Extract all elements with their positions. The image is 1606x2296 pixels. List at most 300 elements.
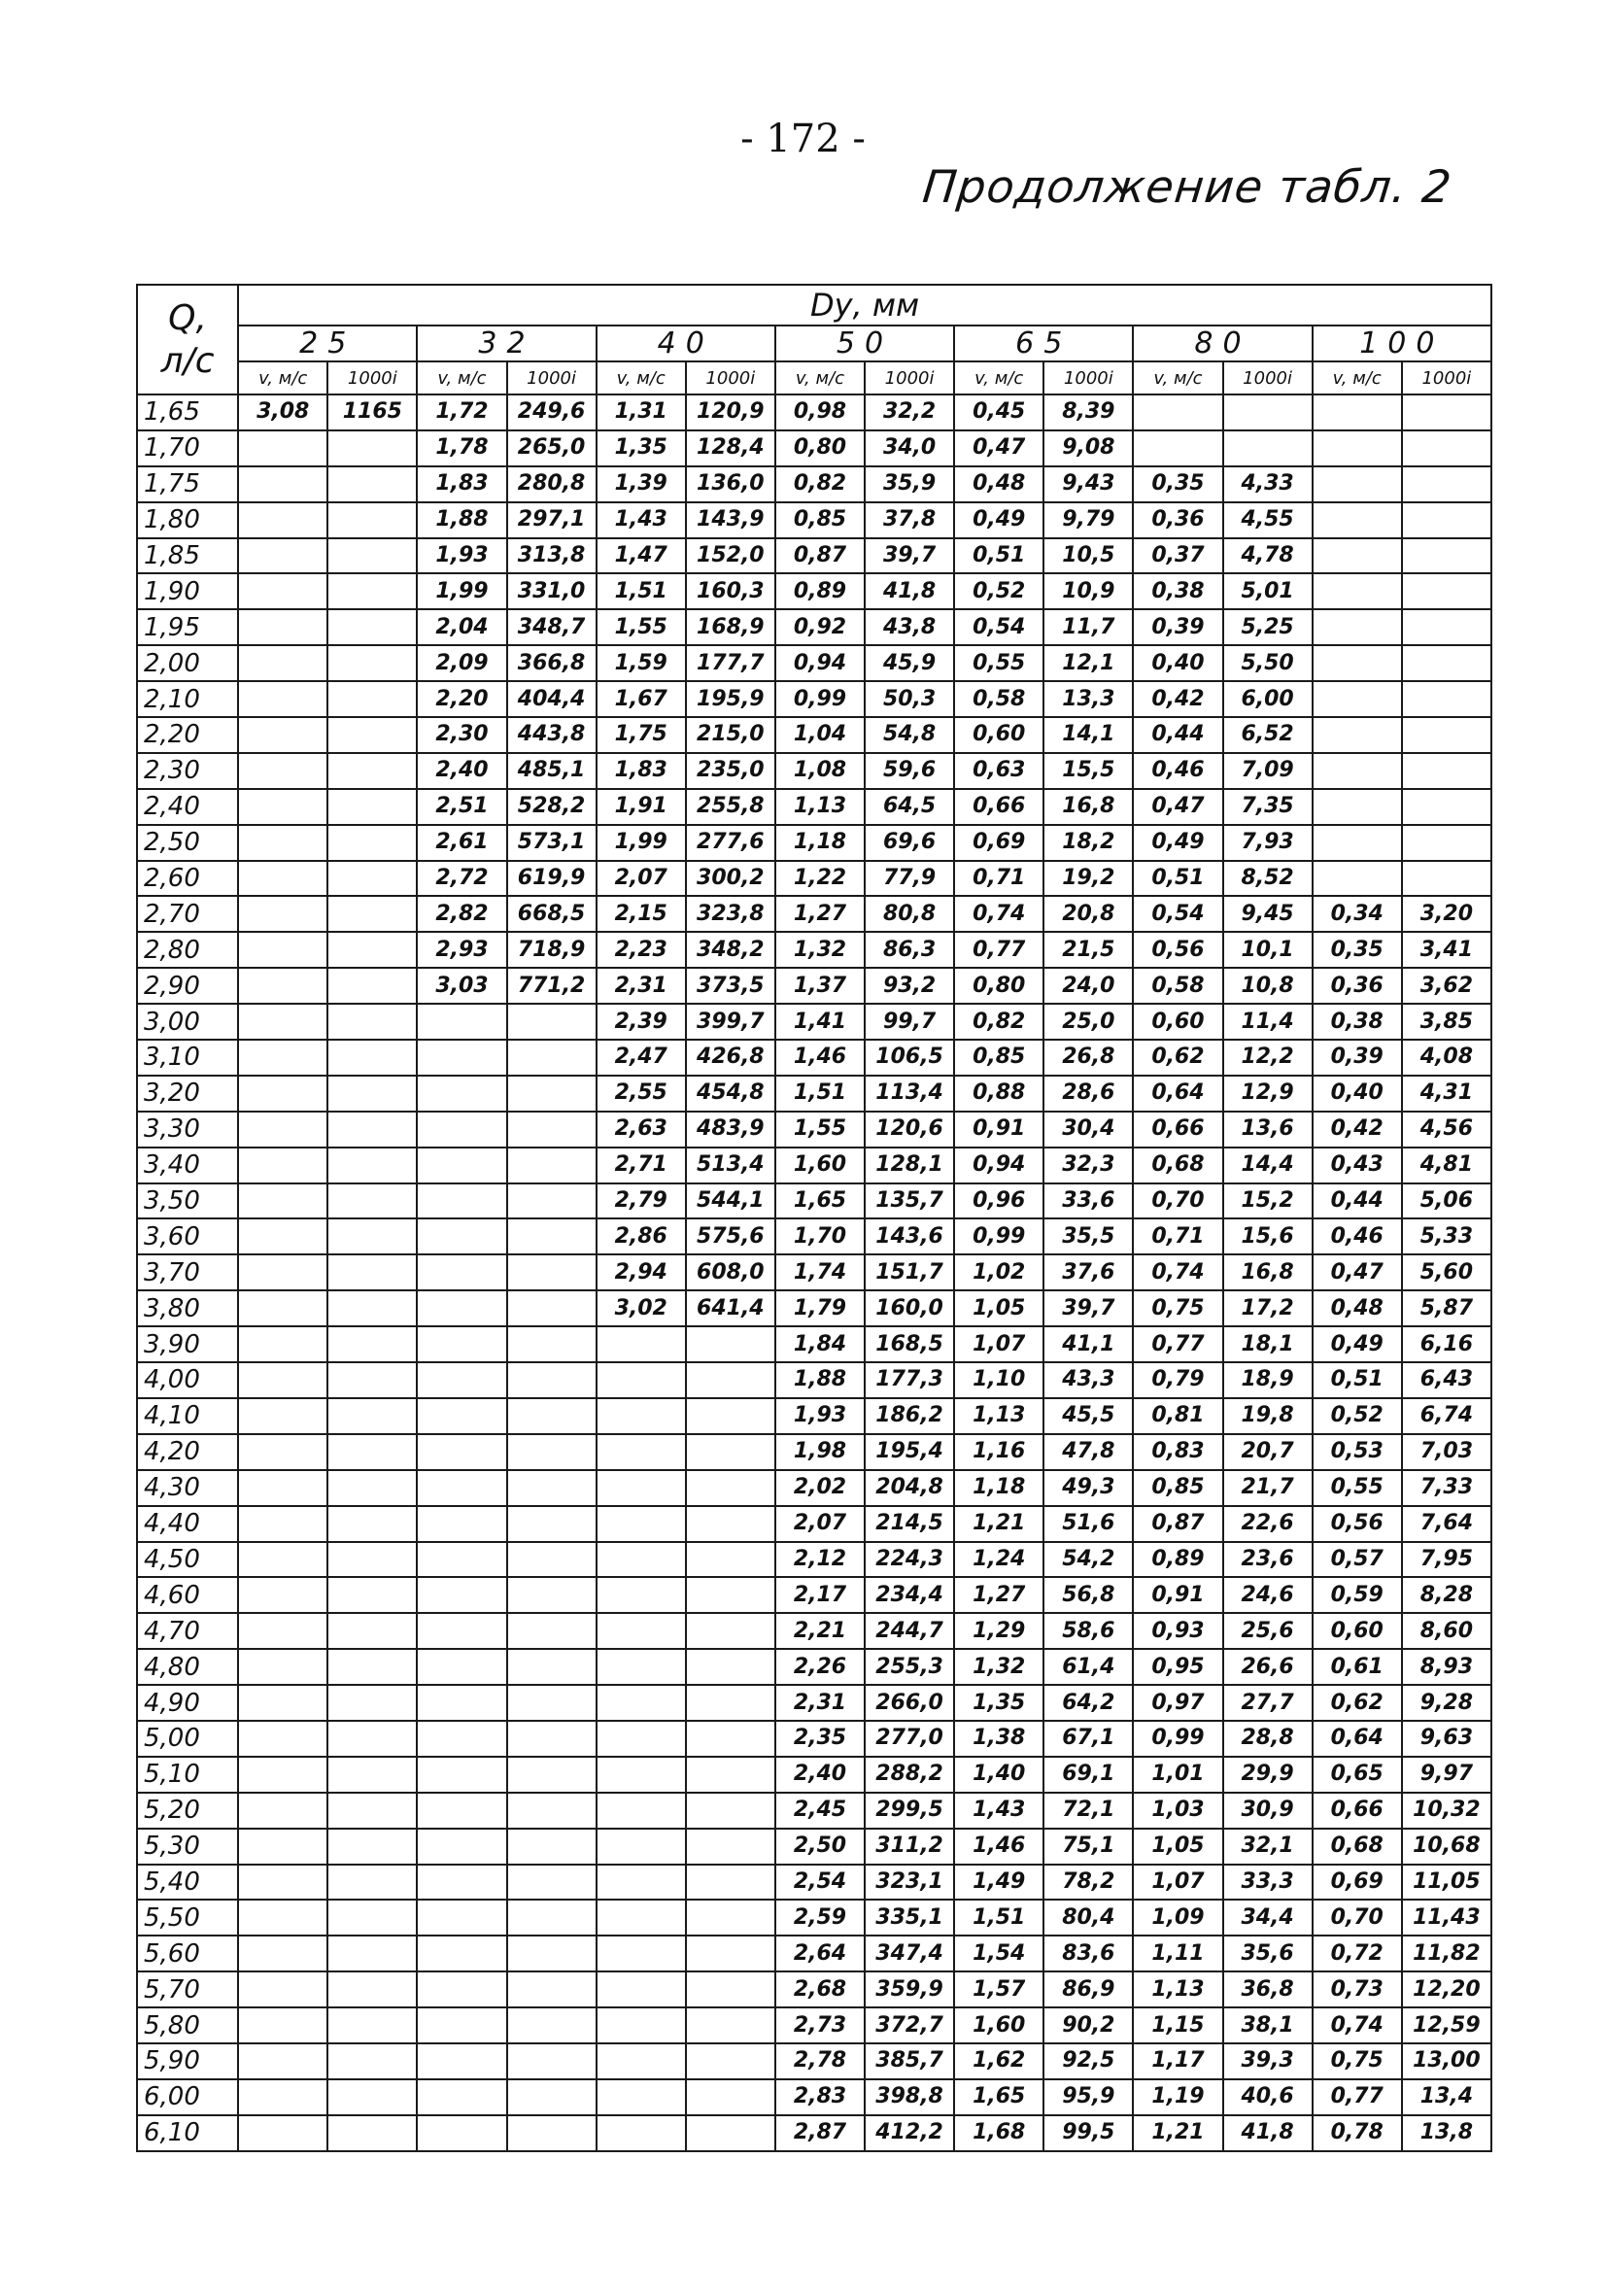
headloss-cell	[507, 1112, 597, 1148]
headloss-cell: 120,6	[865, 1112, 954, 1148]
velocity-cell	[238, 1004, 327, 1040]
headloss-cell	[686, 1542, 775, 1578]
headloss-cell	[327, 1470, 417, 1506]
velocity-cell: 3,03	[417, 968, 506, 1004]
velocity-cell: 1,35	[597, 430, 686, 466]
table-row	[137, 1148, 1491, 1183]
velocity-cell: 1,59	[597, 645, 686, 681]
velocity-cell	[1313, 789, 1402, 825]
headloss-cell: 6,16	[1402, 1326, 1491, 1362]
headloss-cell: 6,52	[1223, 717, 1313, 753]
velocity-cell: 0,85	[1133, 1470, 1222, 1506]
velocity-cell: 0,38	[1313, 1004, 1402, 1040]
velocity-cell	[1313, 430, 1402, 466]
headloss-cell: 25,0	[1043, 1004, 1133, 1040]
headloss-subheader: 1000i	[865, 361, 954, 394]
headloss-cell: 7,95	[1402, 1542, 1491, 1578]
headloss-cell: 10,9	[1043, 573, 1133, 609]
velocity-cell	[238, 466, 327, 502]
table-row	[137, 1398, 1491, 1434]
headloss-cell	[327, 1757, 417, 1793]
velocity-cell: 0,64	[1313, 1721, 1402, 1757]
velocity-cell: 0,77	[1133, 1326, 1222, 1362]
headloss-cell	[327, 717, 417, 753]
headloss-cell	[327, 2007, 417, 2043]
flow-rate-cell: 4,90	[137, 1685, 238, 1721]
table-row	[137, 717, 1491, 753]
flow-rate-cell: 2,90	[137, 968, 238, 1004]
headloss-cell	[327, 932, 417, 968]
velocity-cell	[417, 2115, 506, 2151]
flow-rate-cell: 3,30	[137, 1112, 238, 1148]
headloss-cell: 106,5	[865, 1040, 954, 1076]
headloss-cell: 35,6	[1223, 1936, 1313, 1971]
velocity-cell	[238, 825, 327, 861]
headloss-cell: 40,6	[1223, 2079, 1313, 2115]
headloss-cell	[327, 1326, 417, 1362]
table-row	[137, 1218, 1491, 1254]
velocity-cell: 1,39	[597, 466, 686, 502]
headloss-cell: 143,9	[686, 502, 775, 538]
velocity-cell: 0,70	[1313, 1900, 1402, 1936]
velocity-cell	[597, 1542, 686, 1578]
velocity-subheader: v, м/с	[1133, 361, 1222, 394]
table-row	[137, 1040, 1491, 1076]
headloss-cell: 18,1	[1223, 1326, 1313, 1362]
headloss-cell: 177,3	[865, 1362, 954, 1398]
headloss-cell	[686, 1649, 775, 1685]
velocity-cell: 0,87	[775, 538, 865, 574]
headloss-cell	[686, 1434, 775, 1470]
velocity-cell: 0,49	[1313, 1326, 1402, 1362]
headloss-cell: 67,1	[1043, 1721, 1133, 1757]
headloss-cell	[686, 1757, 775, 1793]
headloss-cell: 41,1	[1043, 1326, 1133, 1362]
velocity-cell: 1,98	[775, 1434, 865, 1470]
headloss-cell: 17,2	[1223, 1290, 1313, 1326]
table-row	[137, 609, 1491, 645]
velocity-cell	[597, 1757, 686, 1793]
velocity-cell: 0,52	[954, 573, 1043, 609]
headloss-subheader: 1000i	[507, 361, 597, 394]
headloss-cell	[507, 1900, 597, 1936]
flow-rate-cell: 5,50	[137, 1900, 238, 1936]
velocity-cell: 1,21	[1133, 2115, 1222, 2151]
table-row	[137, 825, 1491, 861]
flow-rate-cell: 2,60	[137, 861, 238, 897]
velocity-cell: 0,93	[1133, 1613, 1222, 1649]
velocity-cell	[238, 1793, 327, 1829]
flow-rate-cell: 5,10	[137, 1757, 238, 1793]
headloss-cell	[1402, 394, 1491, 430]
headloss-cell	[327, 896, 417, 932]
flow-rate-cell: 3,00	[137, 1004, 238, 1040]
headloss-cell: 83,6	[1043, 1936, 1133, 1971]
velocity-cell	[238, 861, 327, 897]
headloss-cell: 54,2	[1043, 1542, 1133, 1578]
velocity-cell: 1,47	[597, 538, 686, 574]
velocity-cell: 0,74	[1313, 2007, 1402, 2043]
velocity-cell	[238, 1148, 327, 1183]
headloss-cell: 120,9	[686, 394, 775, 430]
velocity-cell: 1,17	[1133, 2043, 1222, 2079]
velocity-cell: 1,03	[1133, 1793, 1222, 1829]
headloss-cell: 58,6	[1043, 1613, 1133, 1649]
velocity-cell	[238, 1506, 327, 1542]
headloss-cell	[686, 2043, 775, 2079]
headloss-cell: 99,5	[1043, 2115, 1133, 2151]
headloss-cell: 385,7	[865, 2043, 954, 2079]
velocity-cell	[417, 1183, 506, 1219]
headloss-cell	[507, 1506, 597, 1542]
headloss-cell	[507, 1721, 597, 1757]
velocity-cell: 2,72	[417, 861, 506, 897]
velocity-cell: 1,29	[954, 1613, 1043, 1649]
headloss-cell	[327, 861, 417, 897]
velocity-cell: 0,72	[1313, 1936, 1402, 1971]
velocity-cell	[238, 2043, 327, 2079]
headloss-cell: 311,2	[865, 1829, 954, 1865]
headloss-cell	[327, 825, 417, 861]
table-row	[137, 1362, 1491, 1398]
velocity-cell	[238, 932, 327, 968]
velocity-cell	[597, 1577, 686, 1613]
velocity-cell: 0,89	[1133, 1542, 1222, 1578]
headloss-cell	[686, 1506, 775, 1542]
headloss-cell	[507, 1542, 597, 1578]
velocity-cell: 2,12	[775, 1542, 865, 1578]
velocity-cell: 2,26	[775, 1649, 865, 1685]
velocity-cell: 1,13	[954, 1398, 1043, 1434]
headloss-cell: 15,2	[1223, 1183, 1313, 1219]
headloss-cell: 45,9	[865, 645, 954, 681]
velocity-cell: 0,43	[1313, 1148, 1402, 1183]
headloss-cell	[327, 1936, 417, 1971]
velocity-cell	[597, 2079, 686, 2115]
headloss-cell: 11,4	[1223, 1004, 1313, 1040]
velocity-cell: 0,75	[1313, 2043, 1402, 2079]
velocity-cell: 0,37	[1133, 538, 1222, 574]
velocity-cell: 0,47	[954, 430, 1043, 466]
headloss-cell: 5,33	[1402, 1218, 1491, 1254]
headloss-cell: 21,7	[1223, 1470, 1313, 1506]
headloss-cell	[507, 1685, 597, 1721]
headloss-cell: 8,52	[1223, 861, 1313, 897]
headloss-cell: 186,2	[865, 1398, 954, 1434]
velocity-cell: 1,13	[775, 789, 865, 825]
velocity-cell: 1,15	[1133, 2007, 1222, 2043]
velocity-cell: 2,82	[417, 896, 506, 932]
velocity-cell: 0,46	[1133, 753, 1222, 789]
headloss-cell: 12,20	[1402, 1971, 1491, 2007]
headloss-cell: 3,62	[1402, 968, 1491, 1004]
headloss-cell: 323,1	[865, 1865, 954, 1901]
headloss-cell: 454,8	[686, 1076, 775, 1112]
velocity-cell: 0,77	[954, 932, 1043, 968]
velocity-cell: 0,82	[954, 1004, 1043, 1040]
table-row	[137, 1542, 1491, 1578]
headloss-subheader: 1000i	[327, 361, 417, 394]
headloss-cell	[686, 1613, 775, 1649]
table-row	[137, 1470, 1491, 1506]
velocity-cell: 1,18	[954, 1470, 1043, 1506]
headloss-cell	[507, 2079, 597, 2115]
flow-rate-cell: 3,40	[137, 1148, 238, 1183]
headloss-cell: 608,0	[686, 1254, 775, 1290]
headloss-cell: 265,0	[507, 430, 597, 466]
headloss-cell: 5,60	[1402, 1254, 1491, 1290]
velocity-cell: 0,36	[1313, 968, 1402, 1004]
velocity-subheader: v, м/с	[238, 361, 327, 394]
velocity-cell: 2,40	[775, 1757, 865, 1793]
velocity-cell: 2,45	[775, 1793, 865, 1829]
headloss-cell: 7,64	[1402, 1506, 1491, 1542]
flow-rate-cell: 5,90	[137, 2043, 238, 2079]
headloss-cell: 33,3	[1223, 1865, 1313, 1901]
headloss-cell: 12,1	[1043, 645, 1133, 681]
velocity-cell: 0,39	[1313, 1040, 1402, 1076]
headloss-cell: 38,1	[1223, 2007, 1313, 2043]
table-row	[137, 1865, 1491, 1901]
velocity-cell: 2,86	[597, 1218, 686, 1254]
headloss-cell: 528,2	[507, 789, 597, 825]
velocity-cell: 0,63	[954, 753, 1043, 789]
headloss-cell: 59,6	[865, 753, 954, 789]
headloss-cell: 152,0	[686, 538, 775, 574]
headloss-cell: 12,59	[1402, 2007, 1491, 2043]
velocity-cell: 0,94	[775, 645, 865, 681]
headloss-cell: 32,1	[1223, 1829, 1313, 1865]
velocity-cell: 1,41	[775, 1004, 865, 1040]
velocity-cell	[238, 1900, 327, 1936]
velocity-cell: 0,75	[1133, 1290, 1222, 1326]
headloss-cell: 20,8	[1043, 896, 1133, 932]
velocity-cell	[238, 1971, 327, 2007]
headloss-cell: 64,2	[1043, 1685, 1133, 1721]
velocity-cell	[417, 1936, 506, 1971]
velocity-cell: 1,38	[954, 1721, 1043, 1757]
velocity-cell	[417, 1829, 506, 1865]
headloss-cell	[327, 1362, 417, 1398]
headloss-cell: 9,79	[1043, 502, 1133, 538]
headloss-cell: 366,8	[507, 645, 597, 681]
velocity-cell	[417, 1685, 506, 1721]
velocity-cell	[238, 717, 327, 753]
velocity-cell: 0,56	[1313, 1506, 1402, 1542]
velocity-cell	[238, 1076, 327, 1112]
velocity-cell: 1,46	[775, 1040, 865, 1076]
velocity-cell: 0,80	[954, 968, 1043, 1004]
velocity-cell: 2,87	[775, 2115, 865, 2151]
velocity-cell: 0,45	[954, 394, 1043, 430]
headloss-cell	[327, 968, 417, 1004]
headloss-cell: 668,5	[507, 896, 597, 932]
headloss-cell: 35,9	[865, 466, 954, 502]
diameter-header: 32	[417, 326, 596, 361]
velocity-cell: 1,79	[775, 1290, 865, 1326]
velocity-cell	[597, 1362, 686, 1398]
table-row	[137, 1183, 1491, 1219]
velocity-cell	[238, 789, 327, 825]
flow-rate-cell: 2,30	[137, 753, 238, 789]
headloss-cell	[507, 1362, 597, 1398]
headloss-cell: 10,5	[1043, 538, 1133, 574]
velocity-cell	[1313, 645, 1402, 681]
headloss-cell: 483,9	[686, 1112, 775, 1148]
velocity-cell	[1313, 573, 1402, 609]
velocity-cell	[238, 1613, 327, 1649]
velocity-cell: 0,40	[1313, 1076, 1402, 1112]
headloss-cell	[507, 1470, 597, 1506]
diameter-header: 100	[1313, 326, 1491, 361]
headloss-cell: 4,31	[1402, 1076, 1491, 1112]
headloss-cell	[327, 1829, 417, 1865]
headloss-cell: 235,0	[686, 753, 775, 789]
velocity-cell: 2,31	[775, 1685, 865, 1721]
headloss-cell: 22,6	[1223, 1506, 1313, 1542]
velocity-cell: 2,09	[417, 645, 506, 681]
velocity-cell: 0,42	[1133, 681, 1222, 717]
flow-rate-cell: 1,80	[137, 502, 238, 538]
headloss-cell: 136,0	[686, 466, 775, 502]
flow-rate-cell: 4,20	[137, 1434, 238, 1470]
velocity-cell: 0,57	[1313, 1542, 1402, 1578]
headloss-cell: 195,4	[865, 1434, 954, 1470]
velocity-cell	[238, 1470, 327, 1506]
headloss-cell: 36,8	[1223, 1971, 1313, 2007]
table-row	[137, 2115, 1491, 2151]
velocity-cell: 2,02	[775, 1470, 865, 1506]
velocity-cell	[597, 1398, 686, 1434]
flow-rate-cell: 1,70	[137, 430, 238, 466]
velocity-cell	[238, 1183, 327, 1219]
velocity-cell	[238, 1112, 327, 1148]
headloss-cell: 11,43	[1402, 1900, 1491, 1936]
velocity-cell	[597, 1613, 686, 1649]
velocity-cell	[417, 1434, 506, 1470]
velocity-subheader: v, м/с	[597, 361, 686, 394]
velocity-cell: 2,54	[775, 1865, 865, 1901]
flow-rate-cell: 1,90	[137, 573, 238, 609]
velocity-cell	[238, 430, 327, 466]
headloss-cell: 19,8	[1223, 1398, 1313, 1434]
velocity-cell: 0,94	[954, 1148, 1043, 1183]
headloss-cell: 12,9	[1223, 1076, 1313, 1112]
headloss-cell: 39,7	[865, 538, 954, 574]
velocity-cell	[1313, 753, 1402, 789]
headloss-cell: 29,9	[1223, 1757, 1313, 1793]
table-row	[137, 1900, 1491, 1936]
headloss-cell: 75,1	[1043, 1829, 1133, 1865]
headloss-cell: 204,8	[865, 1470, 954, 1506]
headloss-cell: 45,5	[1043, 1398, 1133, 1434]
velocity-cell: 1,16	[954, 1434, 1043, 1470]
headloss-cell: 214,5	[865, 1506, 954, 1542]
velocity-cell: 2,78	[775, 2043, 865, 2079]
headloss-cell: 5,01	[1223, 573, 1313, 609]
headloss-cell	[507, 1254, 597, 1290]
velocity-cell: 1,09	[1133, 1900, 1222, 1936]
headloss-cell: 135,7	[865, 1183, 954, 1219]
headloss-cell: 412,2	[865, 2115, 954, 2151]
velocity-cell	[238, 1829, 327, 1865]
velocity-cell: 1,05	[1133, 1829, 1222, 1865]
headloss-cell: 26,8	[1043, 1040, 1133, 1076]
velocity-cell: 0,49	[954, 502, 1043, 538]
velocity-cell: 0,95	[1133, 1649, 1222, 1685]
velocity-cell	[238, 1936, 327, 1971]
headloss-cell: 9,63	[1402, 1721, 1491, 1757]
headloss-cell	[327, 538, 417, 574]
page-number: - 172 -	[740, 117, 866, 161]
headloss-cell: 80,4	[1043, 1900, 1133, 1936]
headloss-cell	[327, 1290, 417, 1326]
headloss-cell	[507, 2043, 597, 2079]
table-row	[137, 789, 1491, 825]
velocity-cell: 0,66	[1313, 1793, 1402, 1829]
headloss-cell: 10,32	[1402, 1793, 1491, 1829]
velocity-cell	[417, 1577, 506, 1613]
headloss-cell: 266,0	[865, 1685, 954, 1721]
table-row	[137, 1254, 1491, 1290]
velocity-cell: 1,70	[775, 1218, 865, 1254]
table-row	[137, 896, 1491, 932]
velocity-cell: 1,51	[954, 1900, 1043, 1936]
headloss-subheader: 1000i	[1043, 361, 1133, 394]
table-row	[137, 753, 1491, 789]
headloss-cell: 23,6	[1223, 1542, 1313, 1578]
headloss-cell: 41,8	[865, 573, 954, 609]
headloss-cell: 50,3	[865, 681, 954, 717]
velocity-cell: 2,39	[597, 1004, 686, 1040]
headloss-cell: 47,8	[1043, 1434, 1133, 1470]
velocity-cell: 1,32	[775, 932, 865, 968]
velocity-cell: 1,55	[597, 609, 686, 645]
headloss-cell: 8,39	[1043, 394, 1133, 430]
velocity-cell	[417, 1900, 506, 1936]
headloss-cell: 18,2	[1043, 825, 1133, 861]
velocity-cell	[238, 1362, 327, 1398]
velocity-cell: 1,31	[597, 394, 686, 430]
headloss-cell	[1402, 825, 1491, 861]
headloss-cell	[507, 1004, 597, 1040]
flow-rate-cell: 3,70	[137, 1254, 238, 1290]
table-row	[137, 1613, 1491, 1649]
headloss-cell: 39,7	[1043, 1290, 1133, 1326]
velocity-cell	[597, 2115, 686, 2151]
velocity-cell: 0,74	[1133, 1254, 1222, 1290]
flow-rate-cell: 6,10	[137, 2115, 238, 2151]
diameter-header: 80	[1133, 326, 1312, 361]
velocity-subheader: v, м/с	[775, 361, 865, 394]
velocity-cell: 1,54	[954, 1936, 1043, 1971]
headloss-cell: 86,3	[865, 932, 954, 968]
flow-rate-cell: 5,40	[137, 1865, 238, 1901]
velocity-cell: 2,83	[775, 2079, 865, 2115]
headloss-cell: 4,08	[1402, 1040, 1491, 1076]
velocity-cell: 1,93	[775, 1398, 865, 1434]
diameter-header-row	[137, 326, 1491, 361]
velocity-cell: 1,08	[775, 753, 865, 789]
velocity-cell: 2,79	[597, 1183, 686, 1219]
velocity-cell: 1,07	[1133, 1865, 1222, 1901]
headloss-cell: 323,8	[686, 896, 775, 932]
headloss-cell: 51,6	[1043, 1506, 1133, 1542]
velocity-cell: 1,72	[417, 394, 506, 430]
table-row	[137, 681, 1491, 717]
headloss-cell: 30,9	[1223, 1793, 1313, 1829]
velocity-cell: 1,35	[954, 1685, 1043, 1721]
